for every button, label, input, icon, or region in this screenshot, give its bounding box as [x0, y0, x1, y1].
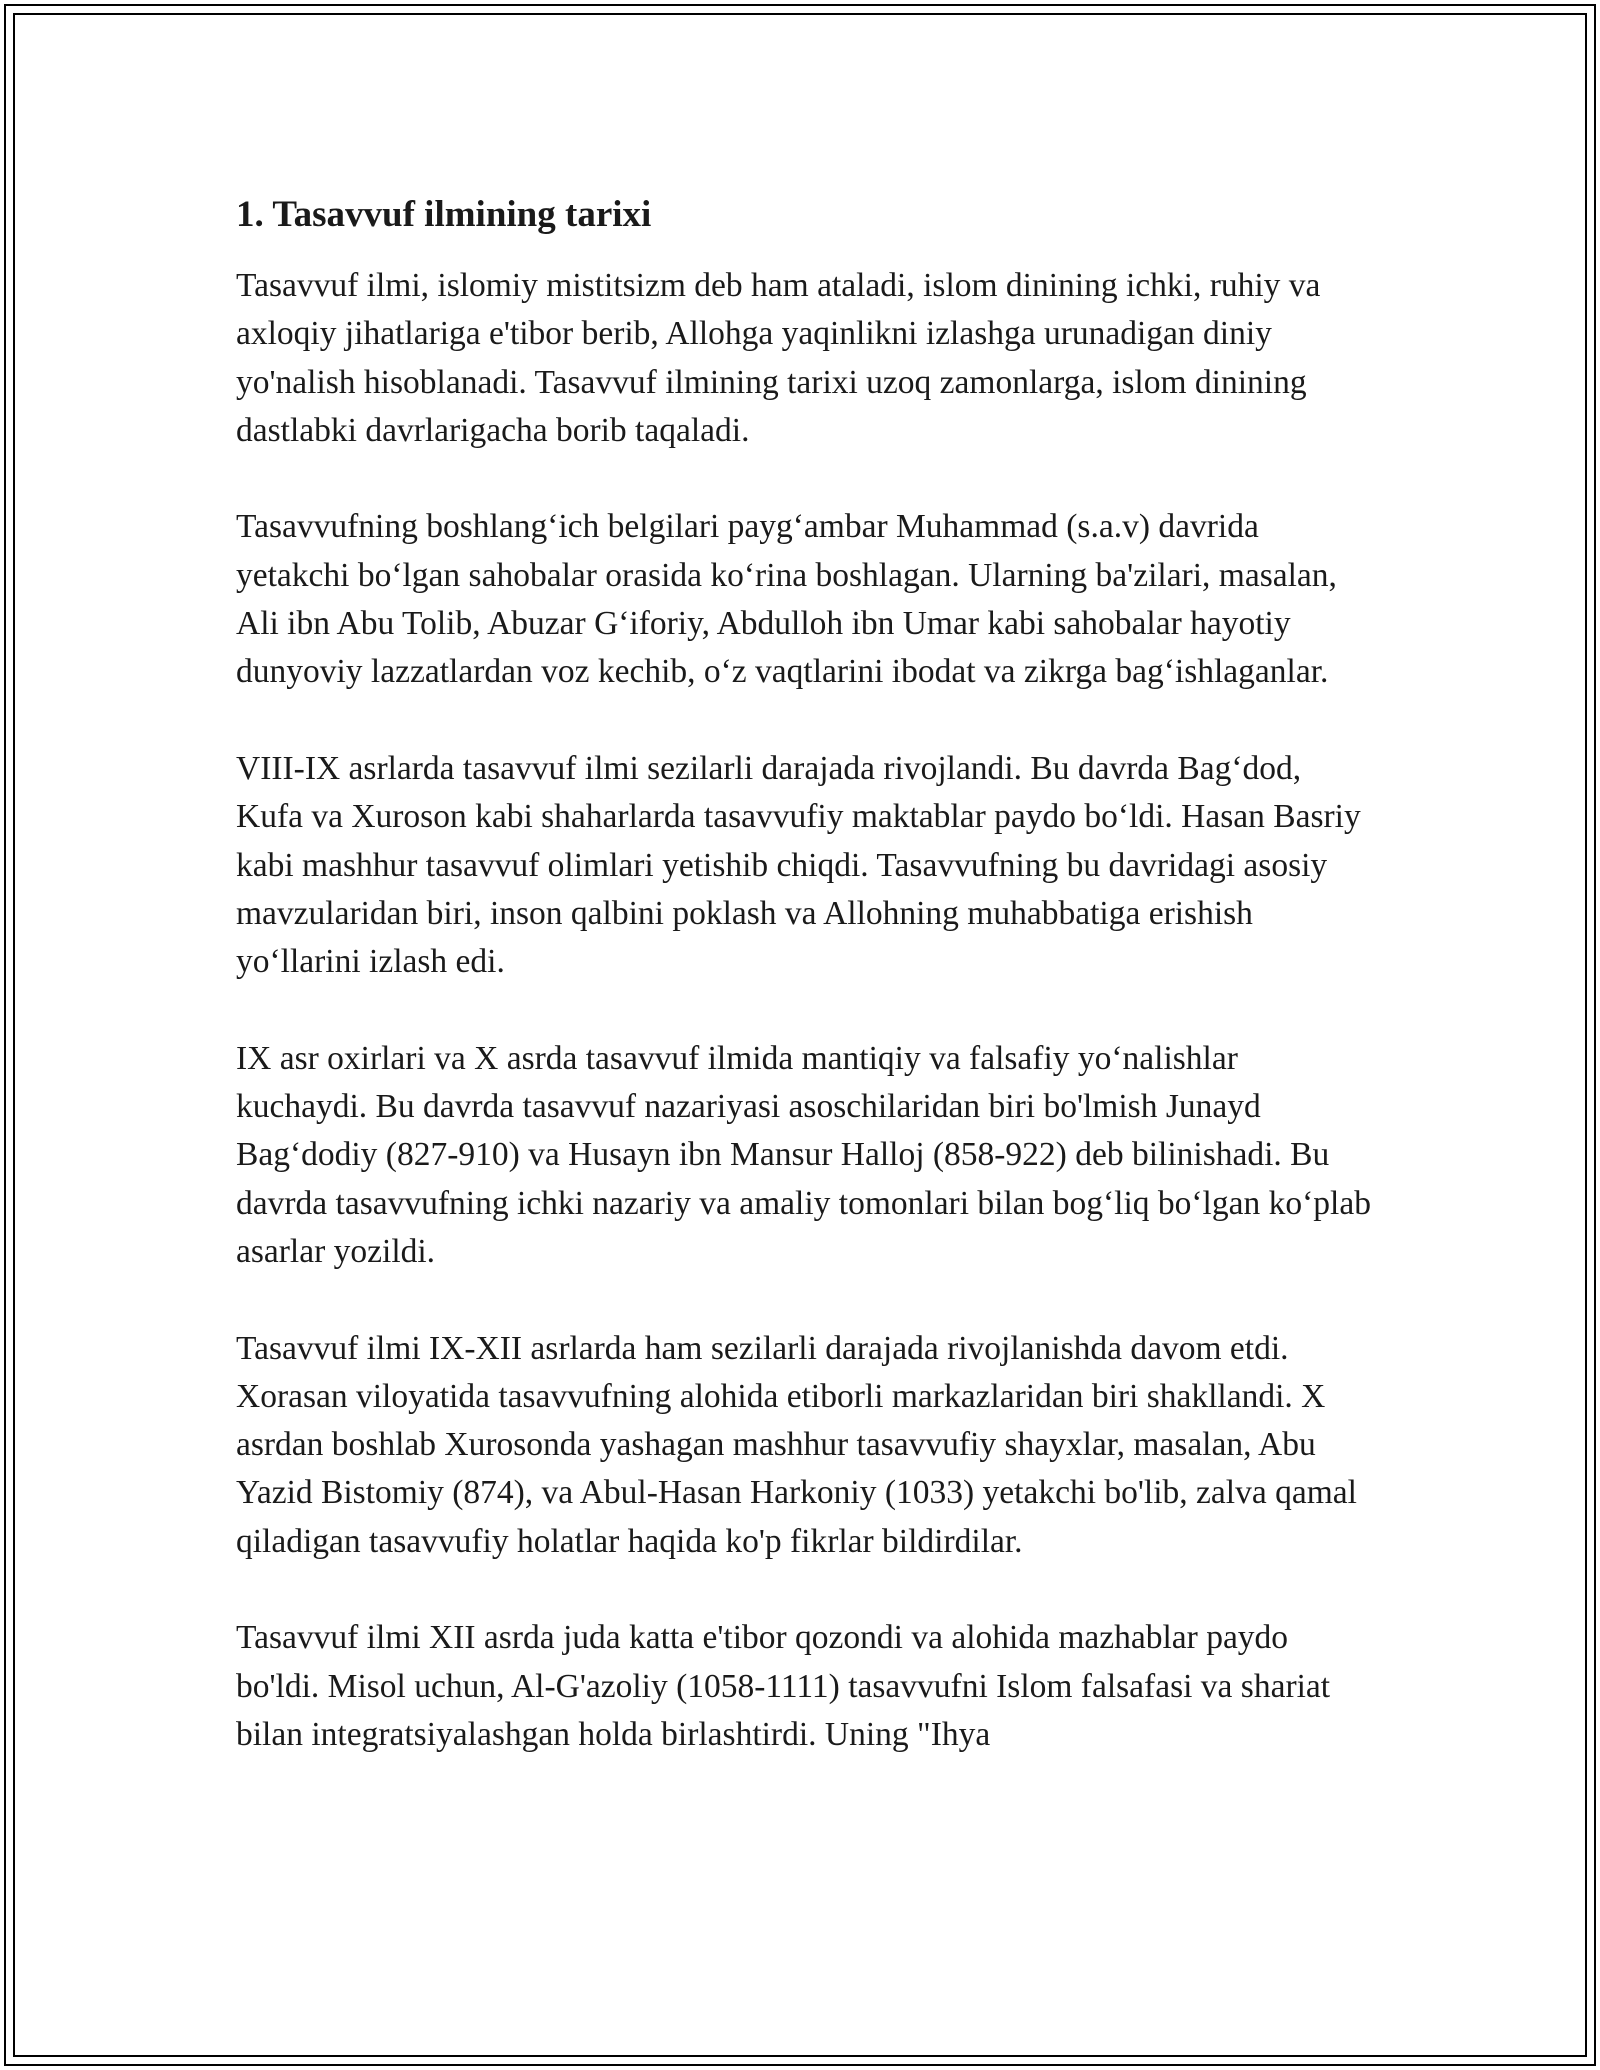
section-heading: 1. Tasavvuf ilmining tarixi	[236, 194, 652, 235]
paragraph: VIII-IX asrlarda tasavvuf ilmi sezilarli darajada rivojlandi. Bu davrda Bag‘dod, Kufa va Xuroson kabi shaharlarda tasavvufiy maktablar paydo bo‘ldi. Hasan Basriy kabi mashhur tasavvuf olimlari yetishib chiqdi. Tasavvufning bu davridagi asosiy mavzularidan biri, inson qalbini poklash va Allohning muhabbatiga erishish yo‘llarini izlash edi.	[236, 749, 1361, 981]
paragraph: Tasavvufning boshlang‘ich belgilari payg‘ambar Muhammad (s.a.v) davrida yetakchi bo‘lgan sahobalar orasida ko‘rina boshlagan. Ularning ba'zilari, masalan, Ali ibn Abu Tolib, Abuzar G‘iforiy, Abdulloh ibn Umar kabi sahobalar hayotiy dunyoviy lazzatlardan voz kechib, o‘z vaqtlarini ibodat va zikrga bag‘ishlaganlar.	[236, 508, 1337, 691]
paragraph: Tasavvuf ilmi XII asrda juda katta e'tibor qozondi va alohida mazhablar paydo bo'ldi. Misol uchun, Al-G'azoliy (1058-1111) tasavvufni Islom falsafasi va shariat bilan integratsiyalashgan holda birlashtirdi. Uning "Ihya	[236, 1619, 1331, 1753]
paragraph: Tasavvuf ilmi IX-XII asrlarda ham sezilarli darajada rivojlanishda davom etdi. Xorasan viloyatida tasavvufning alohida etiborli markazlaridan biri shakllandi. X asrdan boshlab Xurosonda yashagan mashhur tasavvufiy shayxlar, masalan, Abu Yazid Bistomiy (874), va Abul-Hasan Harkoniy (1033) yetakchi bo'lib, zalva qamal qiladigan tasavvufiy holatlar haqida ko'p fikrlar bildirdilar.	[236, 1329, 1357, 1560]
paragraph: IX asr oxirlari va X asrda tasavvuf ilmida mantiqiy va falsafiy yo‘nalishlar kuchaydi. Bu davrda tasavvuf nazariyasi asoschilaridan biri bo'lmish Junayd Bag‘dodiy (827-910) va Husayn ibn Mansur Halloj (858-922) deb bilinishadi. Bu davrda tasavvufning ichki nazariy va amaliy tomonlari bilan bog‘liq bo‘lgan ko‘plab asarlar yozildi.	[236, 1039, 1371, 1270]
paragraph: Tasavvuf ilmi, islomiy mistitsizm deb ham ataladi, islom dinining ichki, ruhiy va axloqiy jihatlariga e'tibor berib, Allohga yaqinlikni izlashga urunadigan diniy yo'nalish hisoblanadi. Tasavvuf ilmining tarixi uzoq zamonlarga, islom dinining dastlabki davrlarigacha borib taqaladi.	[236, 267, 1321, 449]
document-body	[236, 190, 1376, 1808]
